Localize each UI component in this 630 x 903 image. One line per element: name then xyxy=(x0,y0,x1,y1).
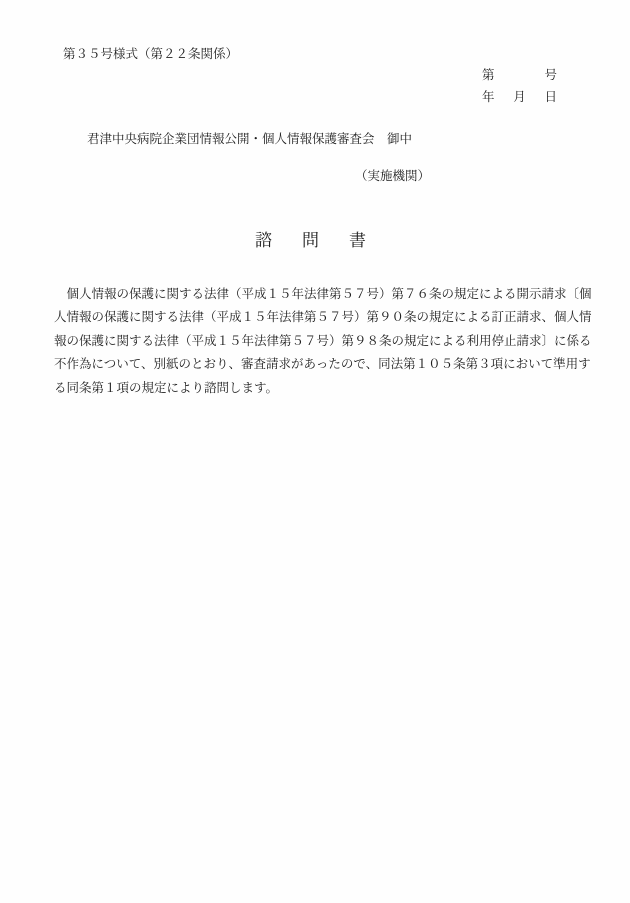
body-paragraph xyxy=(54,283,599,400)
form-number-label: 第３５号様式（第２２条関係） xyxy=(63,47,239,61)
body-line: 報の保護に関する法律（平成１５年法律第５７号）第９８条の規定による利用停止請求〕に係る xyxy=(54,333,592,348)
body-line: 人情報の保護に関する法律（平成１５年法律第５７号）第９０条の規定による訂正請求、個人情 xyxy=(54,310,592,325)
date-row xyxy=(482,86,557,108)
doc-number-suffix-label: 号 xyxy=(544,68,557,82)
doc-number-prefix-label: 第 xyxy=(482,68,495,82)
number-date-block xyxy=(482,64,557,108)
sender-org-label: （実施機関） xyxy=(355,169,431,183)
body-line: 不作為について、別紙のとおり、審査請求があったので、同法第１０５条第３項において準用す xyxy=(54,357,591,372)
doc-number-row xyxy=(482,64,557,86)
date-year-label: 年 xyxy=(482,90,495,104)
document-title: 諮 問 書 xyxy=(255,231,373,250)
body-line: る同条第１項の規定により諮問します。 xyxy=(54,380,279,395)
addressee-line: 君津中央病院企業団情報公開・個人情報保護審査会 御中 xyxy=(87,132,413,146)
date-day-label: 日 xyxy=(544,90,557,104)
body-line: 個人情報の保護に関する法律（平成１５年法律第５７号）第７６条の規定による開示請求〔個 xyxy=(54,287,592,301)
date-month-label: 月 xyxy=(513,90,526,104)
